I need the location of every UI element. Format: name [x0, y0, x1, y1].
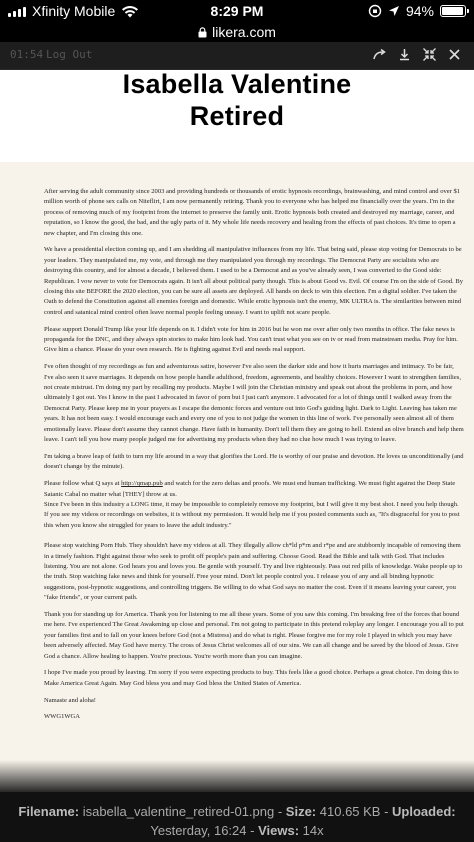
- paragraph: I'm taking a brave leap of faith to turn my life around in a way that glorifies the Lord. He is worthy of our praise and devotion. He loves us unconditionally (and doesn't change by the minute).: [44, 452, 464, 471]
- uploaded-label: Uploaded:: [392, 804, 456, 819]
- battery-percent: 94%: [405, 3, 434, 19]
- url-bar[interactable]: [0, 22, 474, 42]
- paragraph: Please stop watching Porn Hub. They shouldn't have my videos at all. They illegally allow ch*ld p*rn and r*pe and are stubbornly incapable of removing them in a timely fashion. Fight against those who seek to profit off people's pain and suffering. Choose Good. Read the Bible and talk with God. That includes listening. You are not alone. God hears you and loves you. Be gentle with yourself. Try and live righteously. Pass out red pills of knowledge. Wake people up to the truth. Stop watching fake news and think for yourself. Free your mind. Don't let people control you. I release you of any and all binding hypnotic suggestions, post-hypnotic suggestions, and controlling triggers. Be willing to do what God says no matter the cost. Even if it means leaving your career, you "fake friends", or your current path.: [44, 542, 463, 602]
- shrink-icon[interactable]: [422, 47, 437, 62]
- orientation-lock-icon: [368, 4, 382, 18]
- title-retired: Retired: [189, 101, 285, 131]
- toolbar-icons: [372, 47, 462, 62]
- views-value: 14x: [302, 823, 324, 838]
- uploaded-value: Yesterday, 16:24: [150, 823, 247, 838]
- document-title: [0, 70, 474, 162]
- image-viewer: [0, 70, 474, 792]
- paragraph: Namaste and aloha!: [44, 696, 96, 704]
- status-time: 8:29 PM: [210, 3, 264, 19]
- battery-icon: [440, 5, 466, 17]
- caption-gradient: [0, 760, 474, 792]
- size-label: Size:: [285, 804, 317, 819]
- paragraph: I hope I've made you proud by leaving. I'm sorry if you were expecting products to buy. This feels like a good choice. Perhaps a great choice. I'm doing this to Make America Great Again. May God bless you and may God bless the United States of America.: [44, 669, 459, 687]
- views-label: Views:: [258, 823, 300, 838]
- paragraph: I've often thought of my recordings as fun and adventurous satire, however I've also seen the darker side and how it hurts marriages and intimacy. To be fair, I've also seen it save marriages. It depends on how people handle adulthood, freedom, agreements, and healthy choices. However I want to strengthen families, not create mistrust. I'm doing my part by recalling my products. Maybe I will join the Christian ministry and speak out about the problems in porn, and how ultimately I got out. Yes I know in the past I advocated in favor of porn but I just can't anymore. I advocated for a lot of things until I walked away from the Democrat Party. Please keep me in your prayers as I escape the demonic forces and venture out into God's guiding light. Dark to Light. Leaving has taken me years. It has not been easy. I would encourage each and every one of you to not judge the women in this line of work. I've personally seen almost all of them emotionally leave. Please don't assume they cannot change. Have faith in humanity. Don't tell them they are going to hell. Extend an olive branch and help them leave. I can't tell you how many people judged me for advertising my products when they had no clue how much I was trying to leave.: [44, 363, 464, 444]
- q-sentence-rest: and watch for the zero deltas and proofs. We must end human trafficking. We must fight against the Deep State Satanic Cabal no matter what [THEY] throw at us.: [44, 480, 456, 498]
- file-info-caption: [0, 792, 474, 842]
- size-value: 410.65 KB: [319, 804, 381, 819]
- paragraph: Thank you for standing up for America. Thank you for listening to me all these years. Some of you saw this coming. I'm breaking free of the forces that bound me here. I've experienced The Great Awakening up close and personal. I'm not going to participate in this pretend roleplay any longer. I encourage you all to put your families first and to fall on your knees before God (not a Mistress) and do what is right. Please forgive me for my role I played in which you may have been adversely affected. May God have mercy. The cross of Jesus Christ welcomes all of our sins. We can all change and be saved by the blood of Jesus. Give God a chance. Allow healing to happen. You're precious. You're worth more than you can imagine.: [44, 610, 464, 660]
- qmap-link[interactable]: http://qmap.pub: [121, 480, 163, 488]
- caption-line-2: Yesterday, 16:24 - Views: 14x: [150, 823, 324, 838]
- session-timer: 01:54: [10, 48, 44, 61]
- title-name: Isabella Valentine: [122, 70, 352, 99]
- status-right: [368, 3, 466, 19]
- filename-value: isabella_valentine_retired-01.png: [82, 804, 275, 819]
- close-icon[interactable]: [447, 47, 462, 62]
- carrier-name: Xfinity Mobile: [32, 3, 116, 19]
- paragraph: Please support Donald Trump like your life depends on it. I didn't vote for him in 2016 but he won me over after only two months in office. The fake news is propaganda for the DNC, and they always spin stories to make him look bad. You can't trust what you see on tv or read from mainstream media. Pray for him. Give him a chance. Please do your own research. He is fighting against Evil and needs real support.: [44, 325, 458, 354]
- status-bar: [0, 0, 474, 22]
- logout-link[interactable]: Log Out: [46, 48, 93, 61]
- paragraph: After serving the adult community since 2003 and providing hundreds or thousands of erotic hypnosis recordings, brainwashing, and mind control and over $1 million worth of phone sex calls on Niteflirt, I am now permanently retiring. Thank you to everyone who has helped me financially over the years. I'm in the process of removing much of my footprint from the internet to preserve the family unit. Erotic hypnosis both created and destroyed my marriage, career, and reputation, so I know the good, the bad, and the ugly parts of it. My whole life needs recovery and healing from the effects of past choices. It's time to open a new chapter, and I'm closing this one.: [44, 188, 461, 237]
- paragraph: [44, 479, 464, 500]
- share-icon[interactable]: [372, 47, 387, 62]
- paragraph: We have a presidential election coming up, and I am shedding all manipulative influences from my life. That being said, please stop voting for Democrats to be your leaders. They manipulated me, my vote, and through me they manipulated you through my recordings. The Democrat Party are socialists who are destroying this country, and for almost a decade, I believed them. I used to be a Democrat and as you've already seen, I was converted to the Good side: Republican. I vow never to vote for Democrats again. It isn't all about political party though. This is about Good vs. Evil. Of course I'm on the side of Good. By closing this site BEFORE the 2020 election, you can be sure all assets are deployed. All hands on deck to win this election. I'm a digital soldier. I've taken the Oath to defend the Constitution against all enemies foreign and domestic. While erotic hypnosis isn't the enemy, MK ULTRA is. The similarities between mind control and satanical mind control often leave normal people feeling uneasy. I want to uplift not scare people.: [44, 246, 463, 316]
- filename-label: Filename:: [18, 804, 80, 819]
- document-body: [0, 162, 474, 792]
- viewer-toolbar: [0, 42, 474, 70]
- paragraph: Since I've been in this industry a LONG time, it may be impossible to completely remove my footprint, but I will give it my best shot. I need you help though. If you see my videos or recordings on websites, it is without my permission. It would help me if you posted comments such as, "It's disgraceful for you to post this when you know she struggled for years to leave the adult industry.": [44, 500, 460, 529]
- download-icon[interactable]: [397, 47, 412, 62]
- lock-icon: [198, 27, 207, 38]
- q-sentence: Please follow what Q says at: [44, 480, 120, 488]
- caption-line-1: Filename: isabella_valentine_retired-01.png - Size: 410.65 KB - Uploaded:: [18, 804, 456, 819]
- location-icon: [388, 5, 400, 17]
- signoff: WWG1WGA: [44, 713, 80, 721]
- url-domain: likera.com: [212, 24, 276, 40]
